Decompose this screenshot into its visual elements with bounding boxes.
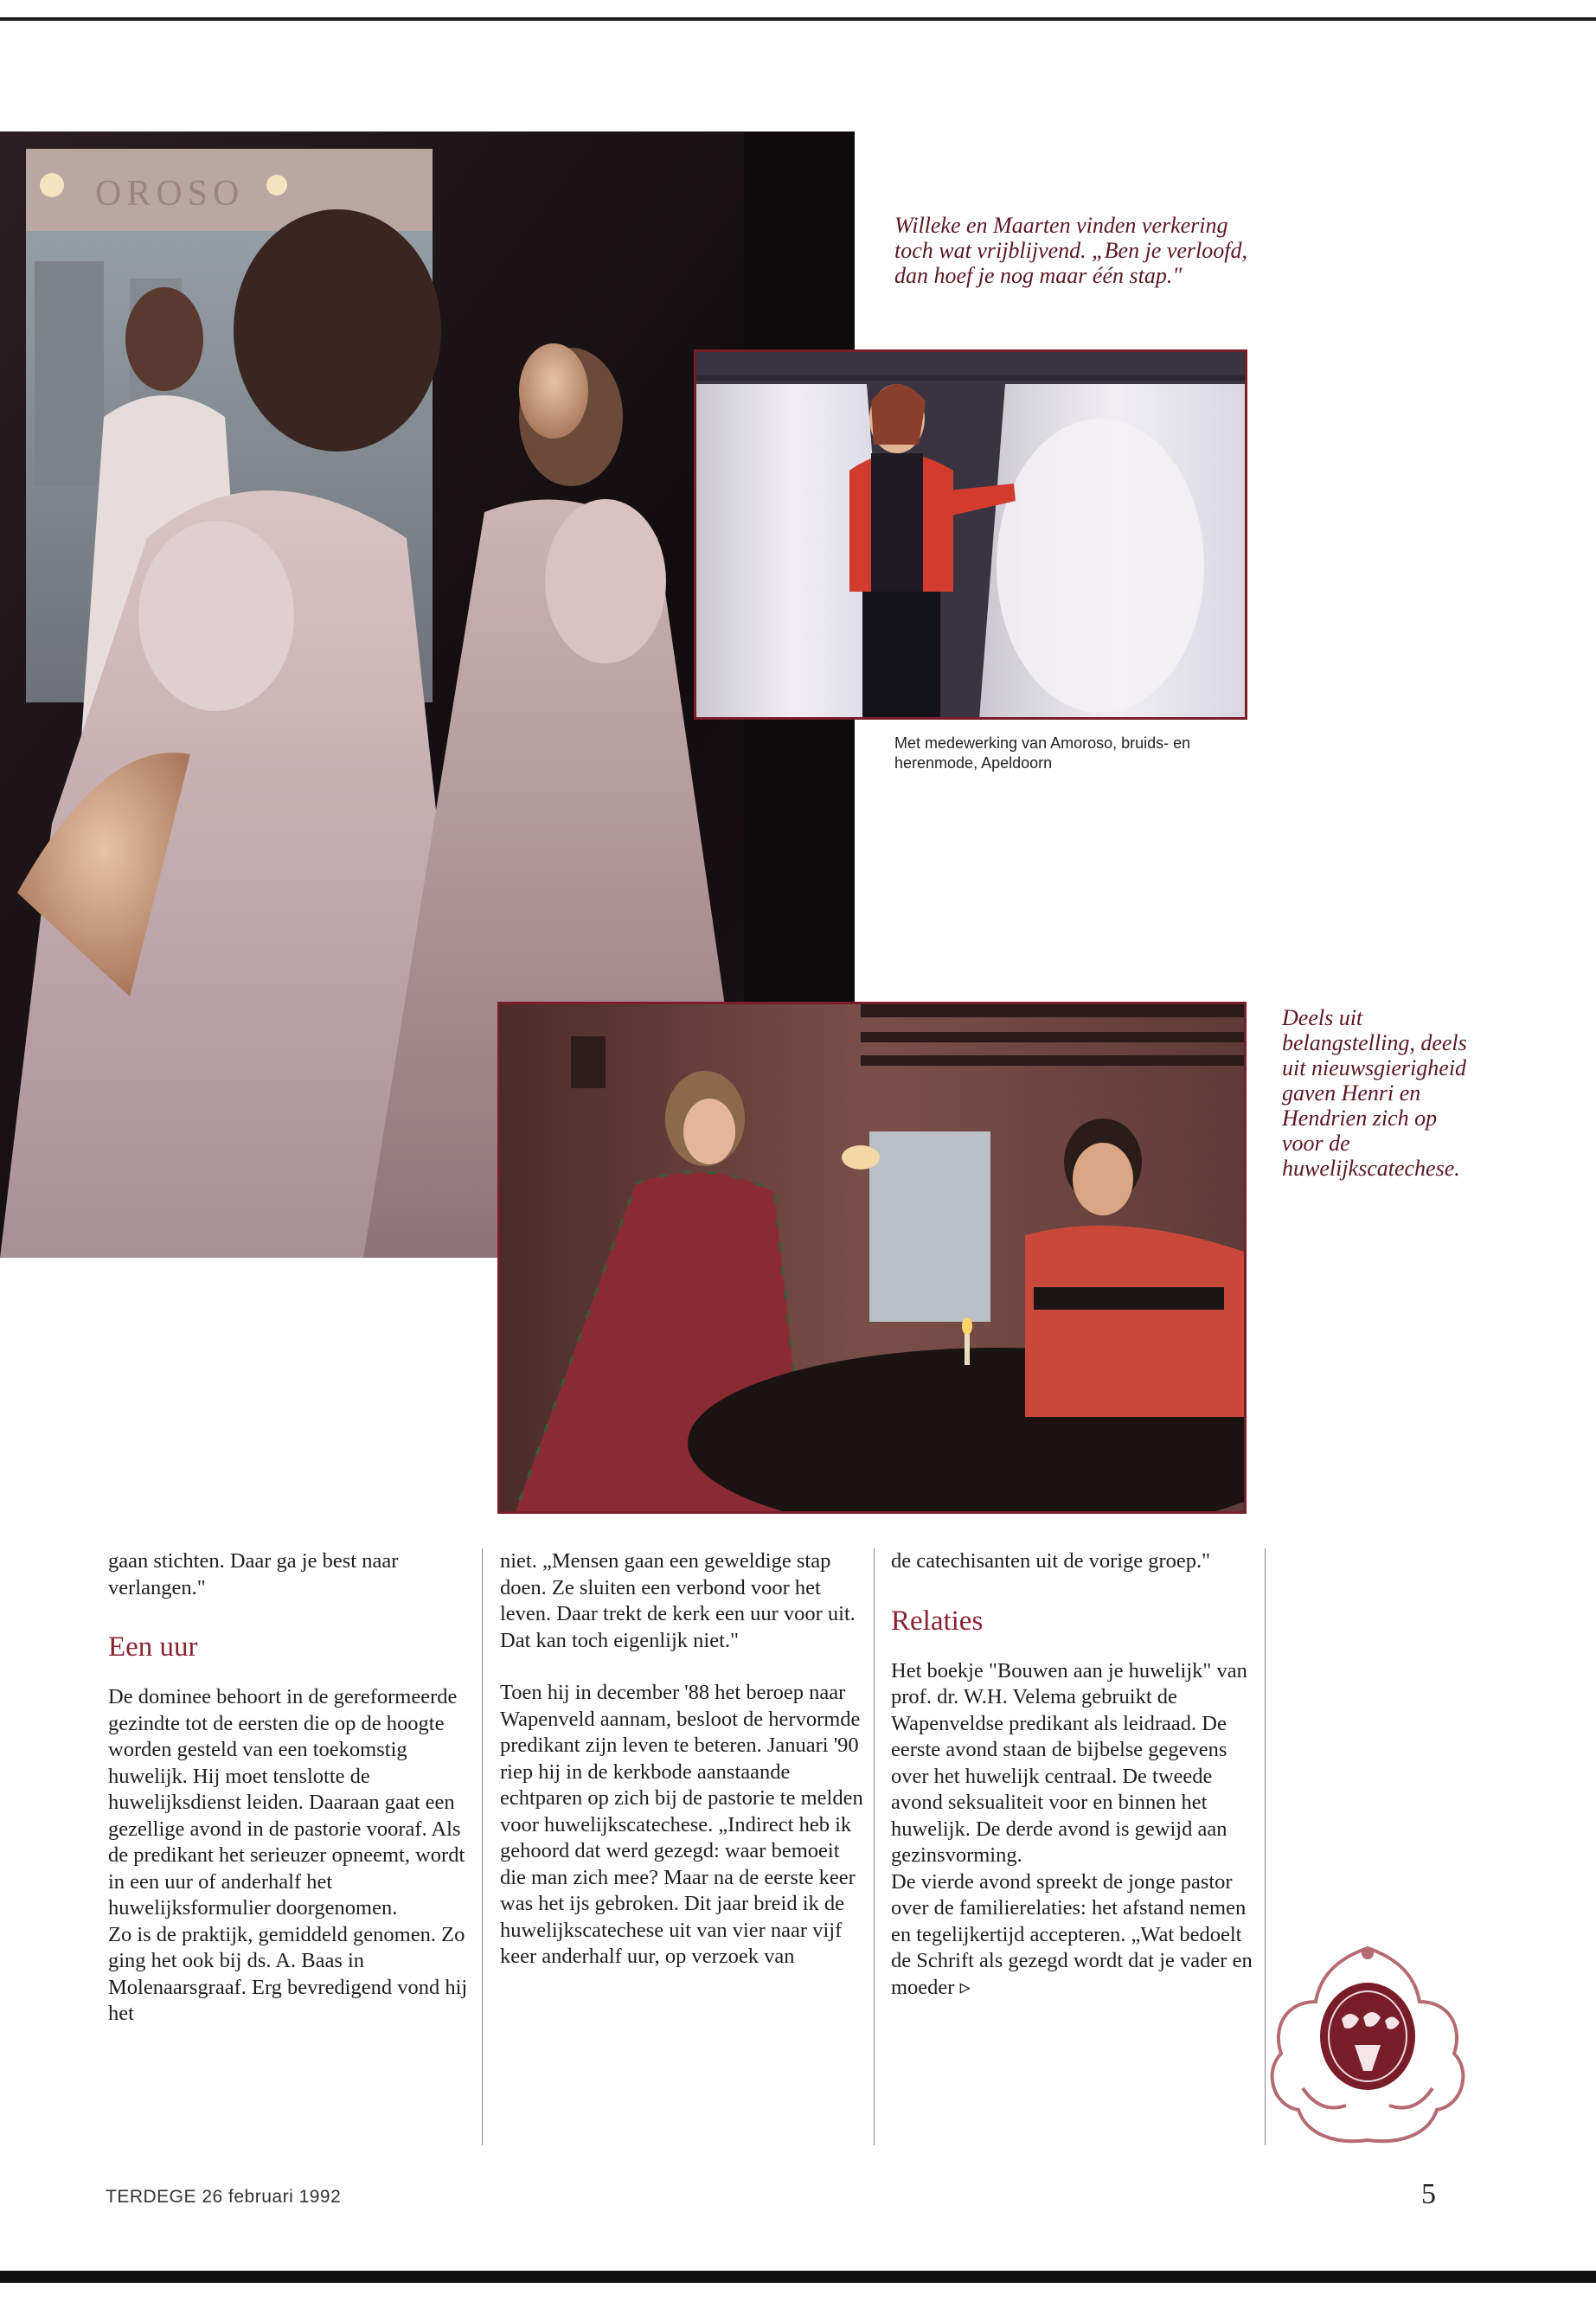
top-rule [0,17,1596,21]
column1-paragraph-1: De dominee behoort in de gereformeerde gezindte tot de eersten die op de hoogte worden gesteld van een toekomstig huwelijk. Hij moet tenslotte de huwelijksdienst leiden. Daaraan gaat een gezellige avond in de pastorie vooraf. Als de predikant het serieuzer opneemt, wordt in een uur of anderhalf het huwelijksformulier doorgenomen. [108,1685,465,1920]
column-divider [874,1548,875,2145]
footer-publication: TERDEGE 26 februari 1992 [106,2187,342,2207]
article-column-3 [891,1548,1254,2001]
column2-paragraph-2: Toen hij in december '88 het beroep naar Wapenveld aannam, besloot de hervormde predikant zijn leven te beteren. Januari '90 riep hij in de kerkbode aanstaande echtparen op zich bij de pastorie te melden voor huwelijkscatechese. „Indirect heb ik gehoord dat werd gezegd: waar bemoeit die man zich mee? Maar na de eerste keer was het ijs gebroken. Dit jaar breid ik de huwelijkscatechese uit van vier naar vijf keer anderhalf uur, op verzoek van [500,1681,863,1968]
column2-paragraph-1: niet. „Mensen gaan een geweldige stap doen. Ze sluiten een verbond voor het leven. Daar trekt de kerk een uur voor uit. Dat kan toch eigenlijk niet." [500,1549,856,1652]
column1-intro: gaan stichten. Daar ga je best naar verlangen." [108,1549,399,1599]
caption-willeke-maarten: Willeke en Maarten vinden verkering toch wat vrijblijvend. „Ben je verloofd, dan hoef je nog maar één stap." [894,213,1247,288]
column3-paragraph-1: Het boekje "Bouwen aan je huwelijk" van prof. dr. W.H. Velema gebruikt de Wapenveldse predikant als leidraad. De eerste avond staan de bijbelse gegevens over het huwelijk centraal. De tweede avond seksualiteit voor en binnen het huwelijk. De derde avond is gewijd aan gezinsvorming. [891,1658,1247,1867]
decorative-emblem-icon [1268,1941,1467,2149]
column3-intro: de catechisanten uit de vorige groep." [891,1549,1211,1573]
shop-interior-photo [694,349,1247,720]
heading-relaties: Relaties [891,1605,984,1637]
column1-paragraph-2: Zo is de praktijk, gemiddeld genomen. Zo ging het ook bij ds. A. Baas in Molenaarsgraaf. Erg bevredigend vond hij het [108,1922,468,2025]
column-divider [1265,1548,1266,2145]
column3-paragraph-2: De vierde avond spreekt de jonge pastor over de familierelaties: het afstand nemen en tegelijkertijd accepteren. „Wat bedoelt de Schrift als gezegd wordt dat je vader en moeder ▹ [891,1869,1253,1999]
living-room-photo [497,1002,1247,1514]
bottom-rule [0,2271,1596,2283]
heading-een-uur: Een uur [108,1631,198,1663]
caption-henri-hendrien: Deels uit belangstelling, deels uit nieuwsgierigheid gaven Henri en Hendrien zich op voor de huwelijkscatechese. [1282,1005,1467,1181]
photo-credit: Met medewerking van Amoroso, bruids- en herenmode, Apeldoorn [894,734,1191,772]
article-column-2 [500,1548,863,1971]
shop-sign-text: OROSO [95,174,245,214]
article-column-1 [108,1548,471,2028]
column-divider [482,1548,483,2145]
page-number: 5 [1421,2178,1436,2210]
